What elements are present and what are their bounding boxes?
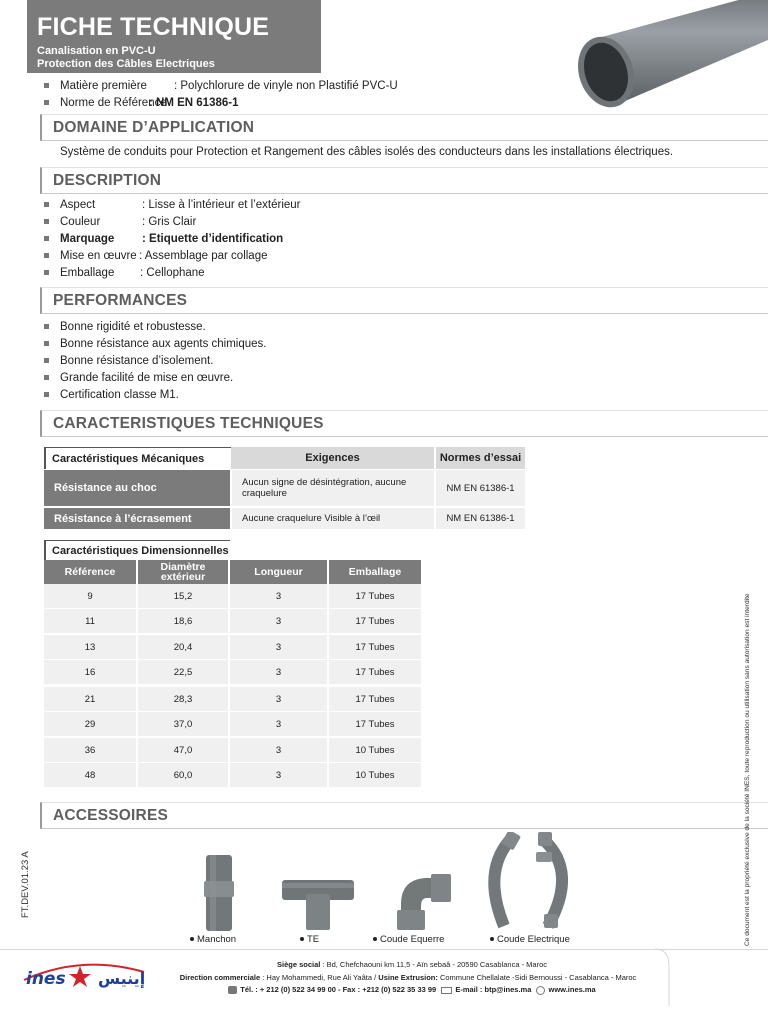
footer-tel: Tél. : + 212 (0) 522 34 99 00 - Fax : +212 (0) 522 35 33 99 — [240, 985, 437, 994]
table-cell: 3 — [230, 712, 327, 736]
bullet-icon — [190, 937, 194, 941]
table-cell: 36 — [44, 738, 136, 762]
table-cell: 29 — [44, 712, 136, 736]
list-item: Norme de Référence : NM EN 61386-1 — [44, 94, 398, 111]
table-cell: 17 Tubes — [329, 609, 421, 633]
bullet-icon — [44, 324, 49, 329]
table-cell: 3 — [230, 738, 327, 762]
table-cell: 9 — [44, 584, 136, 608]
email-icon — [441, 987, 452, 994]
accessory-label-coude-equerre: Coude Equerre — [373, 934, 444, 945]
table-row — [44, 508, 525, 529]
table-cell: 3 — [230, 763, 327, 787]
column-header: Référence — [44, 560, 136, 584]
bullet-icon — [44, 253, 49, 258]
footer-divider — [0, 949, 768, 950]
section-title: DOMAINE D’APPLICATION — [53, 119, 255, 136]
row-label: Résistance à l’écrasement — [44, 508, 230, 529]
bullet-icon — [44, 341, 49, 346]
table-cell: 3 — [230, 660, 327, 684]
performances-list — [44, 318, 266, 403]
list-item: Mise en œuvre : Assemblage par collage — [44, 247, 301, 264]
column-header: Longueur — [230, 560, 327, 584]
bullet-icon — [300, 937, 304, 941]
document-code: FT.DEV.01.23 A — [20, 851, 31, 918]
table-row — [44, 712, 421, 736]
bullet-icon — [44, 202, 49, 207]
logo-text: ines — [26, 969, 66, 989]
column-header: Diamètre extérieur — [138, 560, 228, 584]
table-cell: 20,4 — [138, 635, 228, 659]
bullet-icon — [373, 937, 377, 941]
table-row — [44, 584, 421, 608]
row-label: Résistance au choc — [44, 470, 230, 506]
table-header-row — [44, 560, 421, 584]
table-cell: 16 — [44, 660, 136, 684]
list-item: Aspect : Lisse à l’intérieur et l’extérieur — [44, 196, 301, 213]
bullet-icon — [44, 392, 49, 397]
table-row — [44, 763, 421, 787]
table-cell: 48 — [44, 763, 136, 787]
document-title: FICHE TECHNIQUE — [37, 13, 270, 41]
table-cell: 17 Tubes — [329, 584, 421, 608]
legal-note: Ce document est la propriété exclusive de la société INES, toute reproduction ou utilisation sans autorisation est interdite — [744, 593, 751, 946]
table-cell: 37,0 — [138, 712, 228, 736]
table-header-exigences: Exigences — [231, 447, 434, 469]
coude-equerre-image — [395, 872, 451, 930]
list-item: Bonne résistance aux agents chimiques. — [44, 335, 266, 352]
table-row — [44, 470, 525, 506]
bullet-icon — [44, 358, 49, 363]
bullet-icon — [44, 236, 49, 241]
coude-electrique-image — [482, 832, 578, 932]
row-norme: NM EN 61386-1 — [436, 508, 525, 529]
list-item: Couleur : Gris Clair — [44, 213, 301, 230]
header-banner — [27, 0, 321, 73]
te-image — [282, 880, 354, 930]
domaine-text: Système de conduits pour Protection et Rangement des câbles isolés des conducteurs dans les installations électriques. — [60, 146, 674, 158]
accessory-label-manchon: Manchon — [190, 934, 236, 945]
section-title: DESCRIPTION — [53, 172, 162, 189]
table-cell: 17 Tubes — [329, 635, 421, 659]
table-cell: 3 — [230, 635, 327, 659]
table-cell: 17 Tubes — [329, 687, 421, 711]
footer-email[interactable]: E-mail : btp@ines.ma — [455, 985, 532, 994]
table-header-normes: Normes d’essai — [436, 447, 525, 469]
footer-web[interactable]: www.ines.ma — [548, 985, 596, 994]
list-item: Matière première : Polychlorure de vinyle non Plastifié PVC-U — [44, 77, 398, 94]
bullet-icon — [490, 937, 494, 941]
table-cell: 3 — [230, 609, 327, 633]
table-caption: Caractéristiques Mécaniques — [44, 447, 231, 469]
list-item: Certification classe M1. — [44, 386, 266, 403]
section-caracteristiques — [40, 410, 768, 437]
footer-contact — [162, 985, 662, 995]
footer-siege: Siège social : Bd, Chefchaouni km 11,5 - Aïn sebaâ - 20590 Casablanca - Maroc — [276, 960, 547, 969]
table-cell: 22,5 — [138, 660, 228, 684]
document-subtitle: Canalisation en PVC-U — [37, 45, 156, 57]
description-list — [44, 196, 301, 281]
table-cell: 10 Tubes — [329, 738, 421, 762]
table-cell: 18,6 — [138, 609, 228, 633]
footer-direction: Direction commerciale : Hay Mohammedi, Rue Ali Yaâta / Usine Extrusion: Commune Chellalate -Sidi Bernoussi - Casablanca - Maroc — [179, 973, 637, 982]
list-item: Grande facilité de mise en œuvre. — [44, 369, 266, 386]
table-row — [44, 687, 421, 711]
section-title: CARACTERISTIQUES TECHNIQUES — [53, 415, 324, 432]
list-item: Marquage : Etiquette d’identification — [44, 230, 301, 247]
row-exigence: Aucun signe de désintégration, aucune craquelure — [232, 470, 434, 506]
table-caption: Caractéristiques Dimensionnelles — [44, 540, 230, 560]
table-cell: 17 Tubes — [329, 660, 421, 684]
pvc-pipe-image — [570, 0, 768, 112]
section-performances — [40, 287, 768, 314]
list-item: Emballage : Cellophane — [44, 264, 301, 281]
logo-arabic-text: إينيس — [98, 969, 146, 988]
footer-decoration — [655, 946, 768, 1006]
globe-icon — [536, 986, 545, 995]
section-domaine — [40, 114, 768, 141]
table-cell: 15,2 — [138, 584, 228, 608]
column-header: Emballage — [329, 560, 421, 584]
bullet-icon — [44, 83, 49, 88]
ines-logo — [22, 958, 146, 992]
list-item: Bonne résistance d’isolement. — [44, 352, 266, 369]
table-cell: 3 — [230, 584, 327, 608]
table-cell: 11 — [44, 609, 136, 633]
bullet-icon — [44, 219, 49, 224]
bullet-icon — [44, 270, 49, 275]
section-title: ACCESSOIRES — [53, 807, 169, 824]
bullet-icon — [44, 375, 49, 380]
manchon-image — [200, 855, 238, 931]
table-row — [44, 660, 421, 684]
section-description — [40, 167, 768, 194]
list-item: Bonne rigidité et robustesse. — [44, 318, 266, 335]
table-cell: 21 — [44, 687, 136, 711]
table-cell: 28,3 — [138, 687, 228, 711]
bullet-icon — [44, 100, 49, 105]
row-exigence: Aucune craquelure Visible à l’œil — [232, 508, 434, 529]
phone-icon — [228, 986, 237, 994]
table-row — [44, 738, 421, 762]
accessory-label-coude-electrique: Coude Electrique — [490, 934, 570, 945]
table-cell: 17 Tubes — [329, 712, 421, 736]
section-title: PERFORMANCES — [53, 292, 188, 309]
table-row — [44, 635, 421, 659]
document-subtitle-2: Protection des Câbles Electriques — [37, 58, 215, 70]
table-cell: 10 Tubes — [329, 763, 421, 787]
section-accessoires — [40, 802, 768, 829]
table-row — [44, 609, 421, 633]
table-cell: 60,0 — [138, 763, 228, 787]
table-cell: 3 — [230, 687, 327, 711]
table-cell: 13 — [44, 635, 136, 659]
intro-list — [44, 77, 398, 111]
row-norme: NM EN 61386-1 — [436, 470, 525, 506]
accessory-label-te: TE — [300, 934, 319, 945]
table-cell: 47,0 — [138, 738, 228, 762]
